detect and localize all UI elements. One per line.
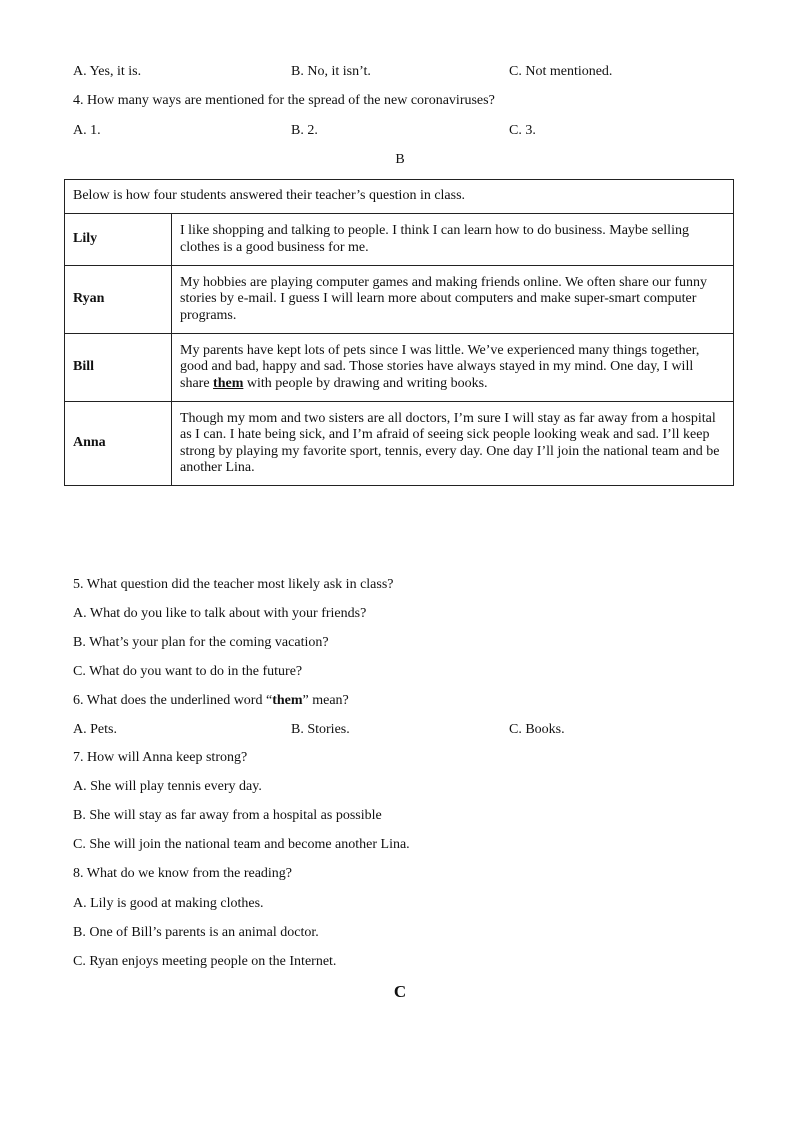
q5-option-a: A. What do you like to talk about with your friends? — [73, 606, 367, 621]
q5-option-c: C. What do you want to do in the future? — [73, 664, 303, 679]
q6-question-before: 6. What does the underlined word “ — [73, 693, 273, 708]
q8-option-c: C. Ryan enjoys meeting people on the Internet. — [73, 954, 337, 969]
q8-option-a: A. Lily is good at making clothes. — [73, 896, 264, 911]
student-name-bill: Bill — [65, 334, 172, 402]
q6-question-word: them — [272, 693, 303, 708]
table-row — [65, 402, 734, 486]
q4-option-b: B. 2. — [291, 123, 318, 138]
q3-option-b: B. No, it isn’t. — [291, 64, 371, 79]
table-row — [65, 214, 734, 266]
q4-option-c: C. 3. — [509, 123, 536, 138]
q4-option-a: A. 1. — [73, 123, 101, 138]
table-row — [65, 266, 734, 334]
q5-option-b: B. What’s your plan for the coming vacation? — [73, 635, 329, 650]
table-intro: Below is how four students answered their teacher’s question in class. — [65, 180, 734, 214]
q5-question: 5. What question did the teacher most likely ask in class? — [73, 577, 394, 592]
student-answer-bill — [172, 334, 734, 402]
q8-option-b: B. One of Bill’s parents is an animal doctor. — [73, 925, 319, 940]
q6-question — [73, 693, 349, 709]
q3-option-a: A. Yes, it is. — [73, 64, 142, 79]
student-name-anna: Anna — [65, 402, 172, 486]
q7-option-c: C. She will join the national team and become another Lina. — [73, 837, 410, 852]
underlined-word-them: them — [213, 375, 244, 391]
q6-option-c: C. Books. — [509, 722, 565, 737]
section-b-title: B — [395, 152, 405, 167]
bill-text-after: with people by drawing and writing books. — [243, 375, 488, 391]
q6-question-after: ” mean? — [302, 693, 349, 708]
student-name-lily: Lily — [65, 214, 172, 266]
q6-option-b: B. Stories. — [291, 722, 350, 737]
q7-option-b: B. She will stay as far away from a hospital as possible — [73, 808, 382, 823]
student-answer-anna: Though my mom and two sisters are all doctors, I’m sure I will stay as far away from a hospital as I can. I hate being sick, and I’m afraid of seeing sick people looking weak and sad. I’ll keep strong by playing my favorite sport, tennis, every day. One day I’ll join the national team and be another Lina. — [172, 402, 734, 486]
student-answer-lily: I like shopping and talking to people. I think I can learn how to do business. Maybe selling clothes is a good business for me. — [172, 214, 734, 266]
q7-question: 7. How will Anna keep strong? — [73, 750, 248, 765]
table-row — [65, 334, 734, 402]
students-table — [64, 179, 734, 486]
q4-question: 4. How many ways are mentioned for the spread of the new coronaviruses? — [73, 93, 495, 108]
q6-option-a: A. Pets. — [73, 722, 117, 737]
q3-option-c: C. Not mentioned. — [509, 64, 613, 79]
student-name-ryan: Ryan — [65, 266, 172, 334]
section-c-title: C — [393, 982, 407, 1001]
q8-question: 8. What do we know from the reading? — [73, 866, 293, 881]
student-answer-ryan: My hobbies are playing computer games and making friends online. We often share our funny stories by e-mail. I guess I will learn more about computers and make super-smart computer programs. — [172, 266, 734, 334]
q7-option-a: A. She will play tennis every day. — [73, 779, 262, 794]
table-intro-row — [65, 180, 734, 214]
bill-text-before: My parents have kept lots of pets since I was little. We’ve experienced many things together, good and bad, happy and sad. Those stories have always stayed in my mind. One day, I will share — [180, 342, 700, 391]
